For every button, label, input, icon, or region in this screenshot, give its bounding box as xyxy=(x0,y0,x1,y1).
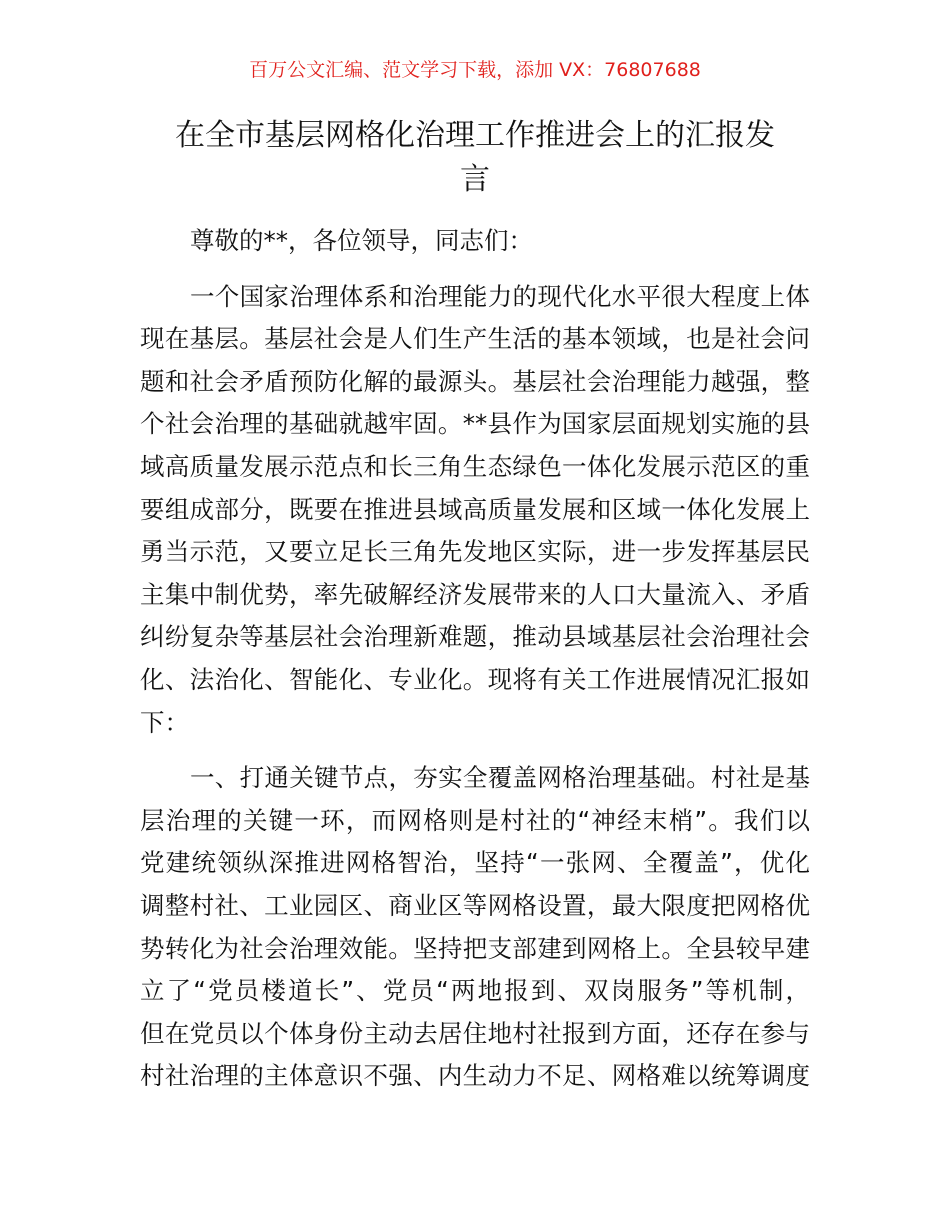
text-line: 勇当示范，又要立足长三角先发地区实际，进一步发挥基层民 xyxy=(140,537,810,567)
text-line: 纠纷复杂等基层社会治理新难题，推动县域基层社会治理社会 xyxy=(140,622,810,652)
text-line: 村社治理的主体意识不强、内生动力不足、网格难以统筹调度 xyxy=(140,1061,810,1091)
greeting: 尊敬的**，各位领导，同志们： xyxy=(190,226,533,255)
text-line: 域高质量发展示范点和长三角生态绿色一体化发展示范区的重 xyxy=(140,451,810,481)
text-line: 化、法治化、智能化、专业化。现将有关工作进展情况汇报如 xyxy=(140,664,810,694)
document-title xyxy=(140,114,810,202)
title-line: 言 xyxy=(460,162,490,197)
watermark-banner: 百万公文汇编、范文学习下载，添加 VX：76807688 xyxy=(249,59,701,81)
text-line: 但在党员以个体身份主动去居住地村社报到方面，还存在参与 xyxy=(140,1018,810,1048)
text-line: 立了“党员楼道长”、党员“两地报到、双岗服务”等机制， xyxy=(140,976,810,1006)
text-line: 一个国家治理体系和治理能力的现代化水平很大程度上体 xyxy=(190,281,810,311)
text-line: 下： xyxy=(140,707,189,737)
text-line: 现在基层。基层社会是人们生产生活的基本领域，也是社会问 xyxy=(140,324,810,354)
document-body xyxy=(140,220,810,1111)
text-line: 势转化为社会治理效能。坚持把支部建到网格上。全县较早建 xyxy=(140,933,810,963)
text-line: 主集中制优势，率先破解经济发展带来的人口大量流入、矛盾 xyxy=(140,579,810,609)
text-line: 个社会治理的基础就越牢固。**县作为国家层面规划实施的县 xyxy=(140,409,810,439)
text-line: 调整村社、工业园区、商业区等网格设置，最大限度把网格优 xyxy=(140,890,810,920)
paragraph xyxy=(140,276,810,745)
paragraph xyxy=(140,757,810,1098)
title-line: 在全市基层网格化治理工作推进会上的汇报发 xyxy=(175,118,775,153)
text-line: 要组成部分，既要在推进县域高质量发展和区域一体化发展上 xyxy=(140,494,810,524)
text-line: 一、打通关键节点，夯实全覆盖网格治理基础。村社是基 xyxy=(190,763,810,793)
text-line: 题和社会矛盾预防化解的最源头。基层社会治理能力越强，整 xyxy=(140,366,810,396)
text-line: 党建统领纵深推进网格智治，坚持“一张网、全覆盖”，优化 xyxy=(140,848,810,878)
text-line: 层治理的关键一环，而网格则是村社的“神经末梢”。我们以 xyxy=(140,805,810,835)
